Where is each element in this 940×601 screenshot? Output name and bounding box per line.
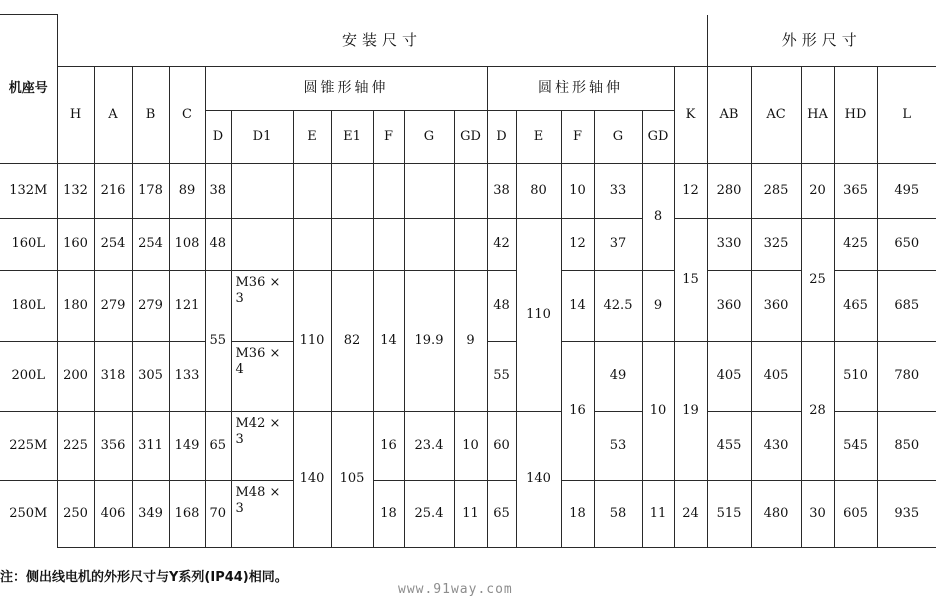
cell-AB-225M: 455 <box>707 412 751 481</box>
cell-cyl-G-180L: 42.5 <box>594 271 642 342</box>
cell-cyl-G-250M: 58 <box>594 481 642 548</box>
header-tapered-D1: D1 <box>231 111 293 164</box>
cell-cyl-GD-200L-225M: 10 <box>642 342 674 481</box>
cell-HD-200L: 510 <box>834 342 877 412</box>
cell-L-160L: 650 <box>877 219 936 271</box>
header-A: A <box>94 67 132 164</box>
header-AC: AC <box>751 67 801 164</box>
cell-cyl-D-132M: 38 <box>487 164 516 219</box>
header-HA: HA <box>801 67 834 164</box>
cell-cyl-F-180L: 14 <box>561 271 594 342</box>
cell-B-160L: 254 <box>132 219 169 271</box>
cell-cyl-D-160L: 42 <box>487 219 516 271</box>
cell-AC-132M: 285 <box>751 164 801 219</box>
cell-HA-200L-225M: 28 <box>801 342 834 481</box>
cell-L-180L: 685 <box>877 271 936 342</box>
frame-250M: 250M <box>0 481 57 548</box>
cell-H-200L: 200 <box>57 342 94 412</box>
cell-HA-132M: 20 <box>801 164 834 219</box>
header-cylindrical-shaft: 圆柱形轴伸 <box>487 67 674 111</box>
cell-A-225M: 356 <box>94 412 132 481</box>
cell-cyl-E-160L-200L: 110 <box>516 219 561 412</box>
cell-K-200L-225M: 19 <box>674 342 707 481</box>
header-K: K <box>674 67 707 164</box>
cell-tapered-D-225M: 65 <box>205 412 231 481</box>
cell-A-180L: 279 <box>94 271 132 342</box>
cell-tapered-G-180L-200L: 19.9 <box>404 271 454 412</box>
cell-tapered-GD-250M: 11 <box>454 481 487 548</box>
dimensions-table <box>0 14 936 548</box>
cell-D1-180L: M36 × 3 <box>231 271 293 342</box>
cell-AC-180L: 360 <box>751 271 801 342</box>
cell-H-225M: 225 <box>57 412 94 481</box>
cell-B-250M: 349 <box>132 481 169 548</box>
cell-B-225M: 311 <box>132 412 169 481</box>
cell-HD-225M: 545 <box>834 412 877 481</box>
cell-D1-160L <box>231 219 293 271</box>
cell-H-160L: 160 <box>57 219 94 271</box>
cell-A-160L: 254 <box>94 219 132 271</box>
cell-D1-132M <box>231 164 293 219</box>
cell-cyl-D-225M: 60 <box>487 412 516 481</box>
frame-200L: 200L <box>0 342 57 412</box>
cell-AC-160L: 325 <box>751 219 801 271</box>
cell-cyl-F-200L-225M: 16 <box>561 342 594 481</box>
cell-tapered-G-160L <box>404 219 454 271</box>
header-tapered-E: E <box>293 111 331 164</box>
header-cylindrical-GD: GD <box>642 111 674 164</box>
cell-tapered-G-225M: 23.4 <box>404 412 454 481</box>
cell-tapered-GD-160L <box>454 219 487 271</box>
cell-tapered-G-250M: 25.4 <box>404 481 454 548</box>
cell-AC-200L: 405 <box>751 342 801 412</box>
cell-D1-250M: M48 × 3 <box>231 481 293 548</box>
cell-E1-160L <box>331 219 373 271</box>
cell-cyl-E-132M: 80 <box>516 164 561 219</box>
cell-C-180L: 121 <box>169 271 205 342</box>
header-tapered-F: F <box>373 111 404 164</box>
cell-K-132M: 12 <box>674 164 707 219</box>
cell-tapered-GD-225M: 10 <box>454 412 487 481</box>
cell-HA-160L-180L: 25 <box>801 219 834 342</box>
cell-tapered-E-160L <box>293 219 331 271</box>
cell-cyl-G-225M: 53 <box>594 412 642 481</box>
cell-L-225M: 850 <box>877 412 936 481</box>
header-HD: HD <box>834 67 877 164</box>
cell-AB-160L: 330 <box>707 219 751 271</box>
cell-A-132M: 216 <box>94 164 132 219</box>
cell-tapered-GD-180L-200L: 9 <box>454 271 487 412</box>
cell-AB-200L: 405 <box>707 342 751 412</box>
cell-tapered-D-160L: 48 <box>205 219 231 271</box>
header-AB: AB <box>707 67 751 164</box>
cell-A-200L: 318 <box>94 342 132 412</box>
header-cylindrical-F: F <box>561 111 594 164</box>
cell-H-132M: 132 <box>57 164 94 219</box>
cell-A-250M: 406 <box>94 481 132 548</box>
cell-tapered-E-225M-250M: 140 <box>293 412 331 548</box>
cell-L-200L: 780 <box>877 342 936 412</box>
cell-tapered-F-160L <box>373 219 404 271</box>
cell-cyl-GD-180L: 9 <box>642 271 674 342</box>
footnote: 注：侧出线电机的外形尺寸与Y系列(IP44)相同。 <box>0 570 288 585</box>
cell-tapered-E-132M <box>293 164 331 219</box>
header-tapered-shaft: 圆锥形轴伸 <box>205 67 487 111</box>
cell-K-250M: 24 <box>674 481 707 548</box>
header-cylindrical-G: G <box>594 111 642 164</box>
cell-cyl-G-132M: 33 <box>594 164 642 219</box>
cell-AC-225M: 430 <box>751 412 801 481</box>
cell-cyl-GD-250M: 11 <box>642 481 674 548</box>
cell-HD-160L: 425 <box>834 219 877 271</box>
cell-E1-180L-200L: 82 <box>331 271 373 412</box>
cell-tapered-GD-132M <box>454 164 487 219</box>
cell-HD-180L: 465 <box>834 271 877 342</box>
cell-cyl-F-132M: 10 <box>561 164 594 219</box>
cell-AC-250M: 480 <box>751 481 801 548</box>
cell-E1-132M <box>331 164 373 219</box>
cell-HD-250M: 605 <box>834 481 877 548</box>
cell-HD-132M: 365 <box>834 164 877 219</box>
header-cylindrical-E: E <box>516 111 561 164</box>
frame-225M: 225M <box>0 412 57 481</box>
cell-tapered-F-180L-200L: 14 <box>373 271 404 412</box>
cell-tapered-F-250M: 18 <box>373 481 404 548</box>
cell-D1-225M: M42 × 3 <box>231 412 293 481</box>
cell-cyl-GD-132M-160L: 8 <box>642 164 674 271</box>
cell-B-180L: 279 <box>132 271 169 342</box>
header-B: B <box>132 67 169 164</box>
cell-E1-225M-250M: 105 <box>331 412 373 548</box>
cell-L-132M: 495 <box>877 164 936 219</box>
watermark: www.91way.com <box>398 582 513 597</box>
cell-C-200L: 133 <box>169 342 205 412</box>
cell-H-250M: 250 <box>57 481 94 548</box>
cell-C-250M: 168 <box>169 481 205 548</box>
header-frame-number: 机座号 <box>0 15 57 164</box>
cell-cyl-D-250M: 65 <box>487 481 516 548</box>
cell-C-225M: 149 <box>169 412 205 481</box>
cell-D1-200L: M36 × 4 <box>231 342 293 412</box>
cell-tapered-E-180L-200L: 110 <box>293 271 331 412</box>
header-H: H <box>57 67 94 164</box>
frame-132M: 132M <box>0 164 57 219</box>
cell-B-200L: 305 <box>132 342 169 412</box>
header-L: L <box>877 67 936 164</box>
cell-tapered-D-132M: 38 <box>205 164 231 219</box>
cell-L-250M: 935 <box>877 481 936 548</box>
cell-K-160L-180L: 15 <box>674 219 707 342</box>
header-tapered-GD: GD <box>454 111 487 164</box>
cell-AB-132M: 280 <box>707 164 751 219</box>
cell-AB-250M: 515 <box>707 481 751 548</box>
cell-tapered-G-132M <box>404 164 454 219</box>
cell-cyl-D-180L: 48 <box>487 271 516 342</box>
header-C: C <box>169 67 205 164</box>
header-tapered-G: G <box>404 111 454 164</box>
header-installation-dimensions: 安装尺寸 <box>57 15 707 67</box>
header-outline-dimensions: 外形尺寸 <box>707 15 936 67</box>
cell-B-132M: 178 <box>132 164 169 219</box>
cell-C-132M: 89 <box>169 164 205 219</box>
frame-160L: 160L <box>0 219 57 271</box>
header-tapered-D: D <box>205 111 231 164</box>
cell-cyl-D-200L: 55 <box>487 342 516 412</box>
cell-tapered-F-132M <box>373 164 404 219</box>
frame-180L: 180L <box>0 271 57 342</box>
cell-cyl-E-225M-250M: 140 <box>516 412 561 548</box>
cell-tapered-D-250M: 70 <box>205 481 231 548</box>
cell-cyl-F-250M: 18 <box>561 481 594 548</box>
cell-AB-180L: 360 <box>707 271 751 342</box>
cell-cyl-G-200L: 49 <box>594 342 642 412</box>
cell-HA-250M: 30 <box>801 481 834 548</box>
cell-cyl-G-160L: 37 <box>594 219 642 271</box>
cell-H-180L: 180 <box>57 271 94 342</box>
cell-C-160L: 108 <box>169 219 205 271</box>
cell-cyl-F-160L: 12 <box>561 219 594 271</box>
header-cylindrical-D: D <box>487 111 516 164</box>
header-tapered-E1: E1 <box>331 111 373 164</box>
cell-tapered-D-180L-200L: 55 <box>205 271 231 412</box>
cell-tapered-F-225M: 16 <box>373 412 404 481</box>
